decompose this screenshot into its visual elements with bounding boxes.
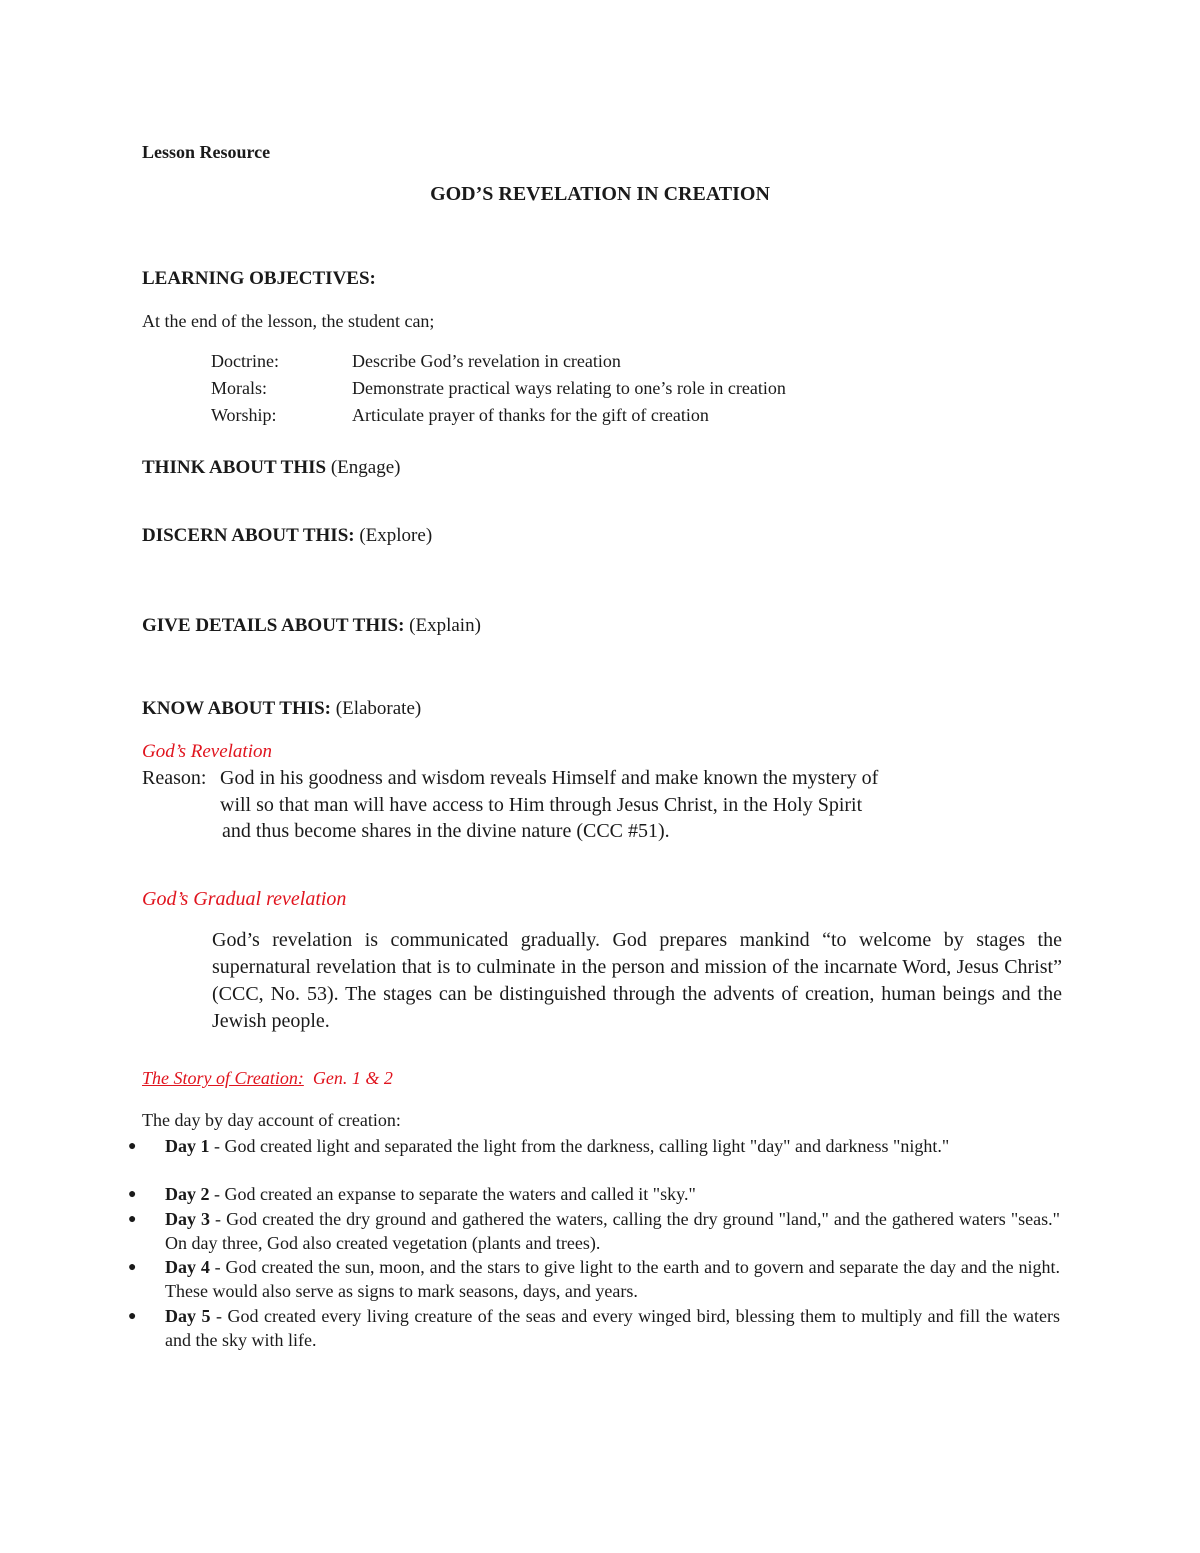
revelation-heading: God’s Revelation [142, 741, 272, 762]
day-2-label: Day 2 [165, 1184, 210, 1204]
reason-line-3: and thus become shares in the divine nature (CCC #51). [222, 820, 670, 842]
day-intro: The day by day account of creation: [142, 1110, 401, 1130]
day-3-label: Day 3 [165, 1209, 211, 1229]
section-explain [142, 615, 481, 637]
day-1-label: Day 1 [165, 1136, 210, 1156]
story-heading [142, 1068, 393, 1089]
day-3-text: God created the dry ground and gathered the waters, calling the dry ground "land," and the gathered waters "seas." On day three, God also created vegetation (plants and trees). [165, 1209, 1061, 1253]
section-explain-sub: (Explain) [404, 615, 481, 636]
section-engage-sub: (Engage) [326, 457, 401, 478]
story-heading-ref: Gen. 1 & 2 [312, 1068, 393, 1088]
day-5-text: God created every living creature of the seas and every winged bird, blessing them to multiply and fill the waters and the sky with life. [165, 1306, 1061, 1350]
section-elaborate-sub: (Elaborate) [331, 698, 422, 719]
section-elaborate-heading: KNOW ABOUT THIS: [142, 698, 332, 719]
section-engage [142, 457, 400, 479]
bullet-icon: ● [128, 1260, 137, 1275]
day-5-dash: - [210, 1306, 228, 1326]
list-item-day-2 [165, 1182, 1060, 1206]
list-item-day-5 [165, 1304, 1060, 1352]
day-4-dash: - [209, 1257, 226, 1277]
day-2-text: God created an expanse to separate the waters and called it "sky." [224, 1184, 696, 1204]
bullet-icon: ● [128, 1212, 137, 1227]
day-5-label: Day 5 [165, 1306, 211, 1326]
bullet-icon: ● [128, 1309, 137, 1324]
story-heading-title: The Story of Creation: [142, 1068, 304, 1088]
day-3-dash: - [210, 1209, 227, 1229]
objective-area-morals: Morals: [211, 378, 267, 398]
section-elaborate [142, 698, 421, 720]
list-item-day-4 [165, 1255, 1060, 1303]
section-explain-heading: GIVE DETAILS ABOUT THIS: [142, 615, 405, 636]
lesson-label: Lesson Resource [142, 142, 271, 162]
list-item-day-3 [165, 1207, 1060, 1255]
section-engage-heading: THINK ABOUT THIS [142, 457, 327, 478]
list-item-day-1 [165, 1134, 1060, 1158]
gradual-paragraph: God’s revelation is communicated gradually. God prepares mankind “to welcome by stages the supernatural revelation that is to culminate in the person and mission of the incarnate Word, Jesus Christ” (CCC, No. 53). The stages can be distinguished through the advents of creation, human beings and the Jewish people. [212, 929, 1062, 1032]
objective-text-doctrine: Describe God’s revelation in creation [352, 351, 621, 371]
gradual-heading: God’s Gradual revelation [142, 888, 347, 910]
objective-area-worship: Worship: [211, 405, 277, 425]
objectives-intro: At the end of the lesson, the student can; [142, 311, 435, 331]
objective-text-morals: Demonstrate practical ways relating to one’s role in creation [352, 378, 786, 398]
section-explore-heading: DISCERN ABOUT THIS: [142, 525, 355, 546]
objectives-heading: LEARNING OBJECTIVES: [142, 268, 376, 289]
page-title: GOD’S REVELATION IN CREATION [430, 183, 770, 205]
objective-text-worship: Articulate prayer of thanks for the gift of creation [352, 405, 709, 425]
bullet-icon: ● [128, 1139, 137, 1154]
day-2-dash: - [209, 1184, 225, 1204]
day-4-text: God created the sun, moon, and the stars to give light to the earth and to govern and separate the day and the night. These would also serve as signs to mark seasons, days, and years. [165, 1257, 1061, 1301]
day-4-label: Day 4 [165, 1257, 210, 1277]
day-1-dash: - [209, 1136, 225, 1156]
reason-line-2: will so that man will have access to Him through Jesus Christ, in the Holy Spirit [220, 794, 863, 816]
section-explore-sub: (Explore) [354, 525, 433, 546]
section-explore [142, 525, 432, 547]
objective-area-doctrine: Doctrine: [211, 351, 279, 371]
day-1-text: God created light and separated the light from the darkness, calling light "day" and darkness "night." [224, 1136, 950, 1156]
bullet-icon: ● [128, 1187, 137, 1202]
reason-label: Reason: [142, 767, 207, 789]
reason-line-1: God in his goodness and wisdom reveals Himself and make known the mystery of [220, 767, 879, 789]
